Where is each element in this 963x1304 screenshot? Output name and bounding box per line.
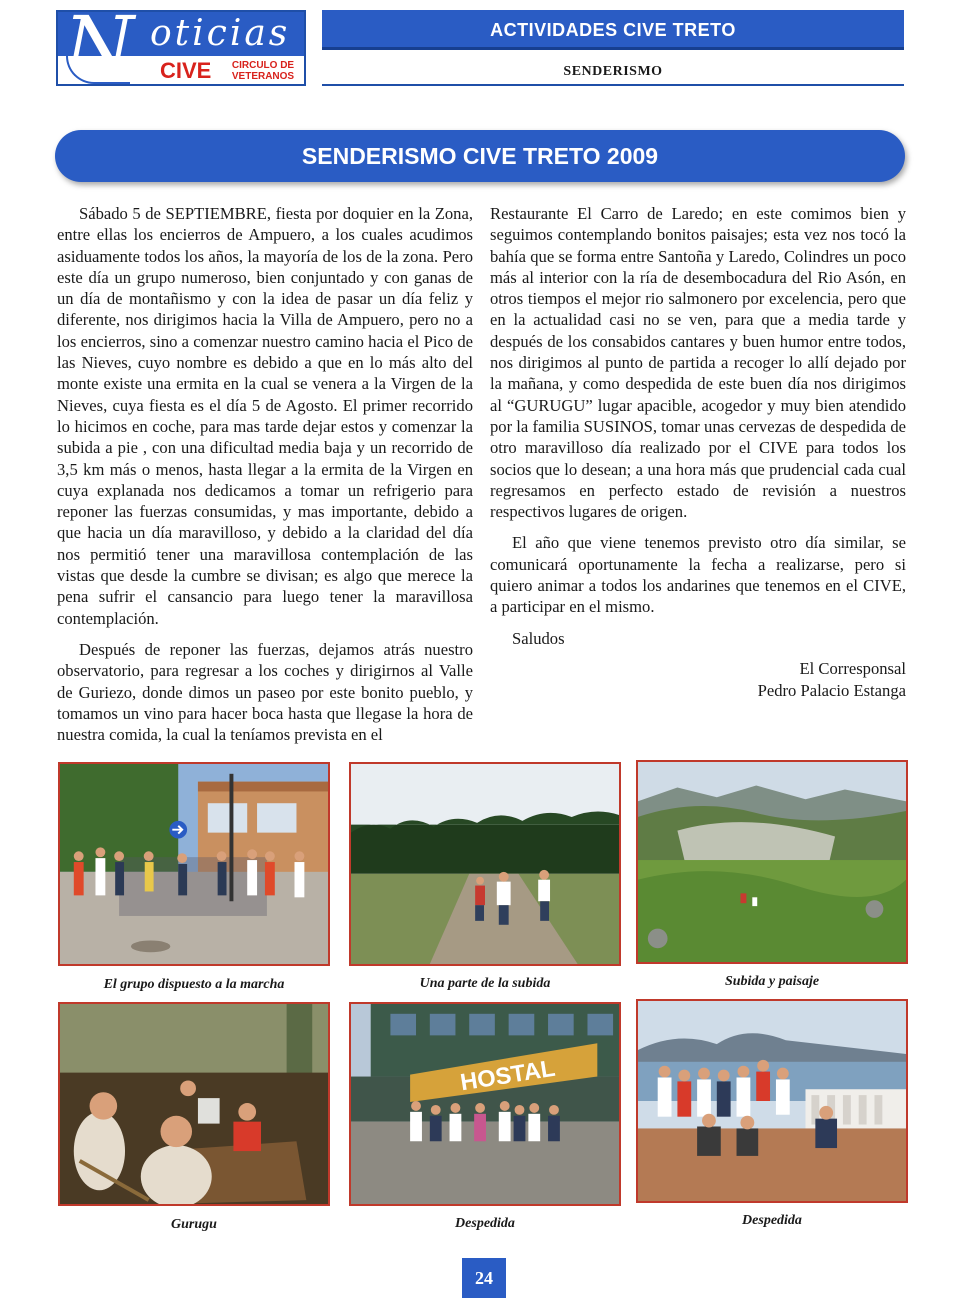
article-paragraph: El año que viene tenemos previsto otro día similar, se comunicará oportunamente la fecha a realizarse, pero si quiero animar a todos los andarines que tenemos en el CIVE, a participar en el mismo. <box>490 533 906 617</box>
photo-gurugu <box>58 1002 330 1206</box>
article-paragraph: Después de reponer las fuerzas, dejamos atrás nuestro observatorio, para regresar a los coches y dirigirnos al Valle de Guriezo, donde dimos un paseo por este bonito pueblo, y tomamos un vino para hacer boca hasta que llegase la hora de nuestra comida, la cual la teníamos prevista en el <box>57 639 473 745</box>
section-header <box>322 10 904 50</box>
photo-group-start <box>58 762 330 966</box>
photo-caption: Una parte de la subida <box>419 976 551 991</box>
photo-caption: Subida y paisaje <box>724 974 820 989</box>
signature-role: El Corresponsal <box>799 658 906 678</box>
logo-subtitle <box>222 60 304 82</box>
section-title: ACTIVIDADES CIVE TRETO <box>490 20 736 40</box>
greeting: Saludos <box>512 628 565 648</box>
logo-subtitle-line1: CIRCULO DE <box>231 60 295 71</box>
logo-subtitle-line2: VETERANOS <box>231 71 295 82</box>
logo-brand: CIVE <box>160 58 212 83</box>
photo-caption: El grupo dispuesto a la marcha <box>103 977 285 992</box>
article-column-right <box>490 203 906 702</box>
photo-caption: Despedida <box>455 1216 515 1231</box>
signature-name: Pedro Palacio Estanga <box>757 680 906 700</box>
article-title: SENDERISMO CIVE TRETO 2009 <box>55 130 905 182</box>
article-paragraph-continued: Restaurante El Carro de Laredo; en este comimos bien y seguimos contemplando bonitos paisajes; esta vez nos tocó la bahía que se forma entre Santoña y Laredo, Colindres un poco más al interior con la ría de desembocadura del Rio Asón, en otros tiempos el mejor rio salmonero por excelencia, pero que en la actualidad casi no se ven, para que a media tarde y después de los consabidos cantares y buen humor entre todos, nos dirigimos al punto de partida a recoger lo allí dejado por la mañana, y como despedida de este buen día nos dirigimos al “GURUGU” lugar apacible, acogedor y muy bien atendido por la familia SUSINOS, tomar unas cervezas de despedida de otro maravilloso día realizado por el CIVE para todos los socios que lo desean; a una hora más que prudencial cada cual regresamos en perfecto estado de revisión a nuestros respectivos lugares de origen. <box>490 204 906 522</box>
photo-farewell-hostal <box>349 1002 621 1206</box>
logo-initial: N <box>64 0 134 92</box>
article-paragraph: Sábado 5 de SEPTIEMBRE, fiesta por doquier en la Zona, entre ellas los encierros de Ampuero, a los cuales acudimos asiduamente todos los años, la mayoría de los de la zona. Pero este día un grupo numeroso, bien conjuntado y con ganas de un día de montañismo y con la idea de pasar un día feliz y diferente, nos dirigimos hacia la Villa de Ampuero, pero no a los encierros, sino a comenzar nuestro camino hacia el Pico de las Nieves, cuyo nombre es debido a que en lo más alto del monte existe una ermita en la cual se venera a la Virgen de la Nieves, cuya fiesta es el día 5 de Agosto. El primer recorrido lo hicimos en coche, para mas tarde dejar estos y comenzar la subida a pie , con una dificultad media baja y un recorrido de 3,5 km más o menos, hasta llegar a la ermita de la Virgen en cuya explanada nos dedicamos a tomar un refrigerio para reponer las fuerzas consumidas, y mas importante, debido a que hacia un día maravilloso, y debido a la claridad del día nos permitió tener una maravillosa contemplación de las vistas que desde la cumbre se divisan; es algo que merece la pena sufrir el cansancio para luego tener la maravillosa contemplación. <box>57 204 473 628</box>
photo-landscape <box>636 760 908 964</box>
photo-climb <box>349 762 621 966</box>
photo-farewell-bay <box>636 999 908 1203</box>
cive-logo <box>56 0 306 92</box>
hostal-sign: HOSTAL <box>458 1054 557 1096</box>
article-column-left <box>57 203 473 755</box>
photo-caption: Despedida <box>742 1213 802 1228</box>
photo-caption: Gurugu <box>171 1217 217 1232</box>
subsection-title: SENDERISMO <box>322 58 904 86</box>
page-number: 24 <box>462 1258 506 1298</box>
logo-word: oticias <box>150 13 291 54</box>
